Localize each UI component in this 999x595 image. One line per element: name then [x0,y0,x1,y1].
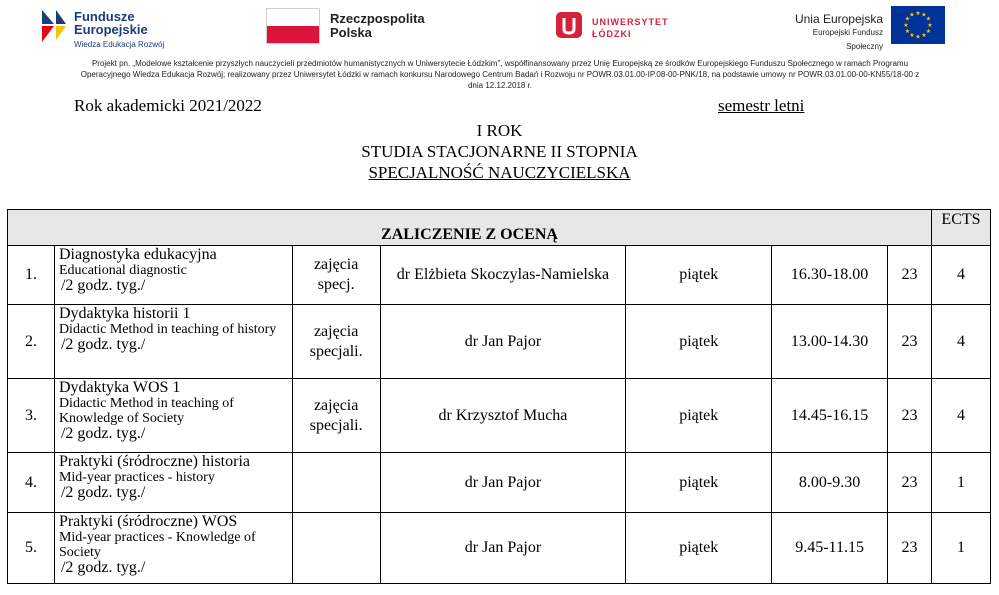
ects: 1 [931,513,990,584]
ects: 1 [931,453,990,513]
subject-pl: Diagnostyka edukacyjna [58,246,217,263]
table-row [8,305,991,379]
class-type-line1: zajęcia [313,256,359,273]
teacher: dr Krzysztof Mucha [380,379,626,453]
svg-text:★: ★ [904,28,911,35]
subject-en: Didactic Method in teaching of Knowledge of Society [58,396,234,426]
rzeczpospolita-logo [266,4,436,50]
class-type [292,246,380,305]
room: 23 [888,513,932,584]
subject-en: Mid-year practices - history [58,470,215,485]
subject-hours: /2 godz. tyg./ [60,559,146,576]
subject-pl: Dydaktyka historii 1 [58,305,191,322]
day: piątek [626,513,772,584]
day: piątek [626,379,772,453]
fundusze-line3: Wiedza Edukacja Rozwój [74,40,165,49]
teacher: dr Jan Pajor [380,513,626,584]
svg-text:★: ★ [921,11,927,19]
rzeczpospolita-line2: Polska [330,25,372,40]
svg-text:★: ★ [921,32,927,39]
row-number: 4. [8,453,55,513]
svg-text:★: ★ [927,22,933,29]
svg-text:★: ★ [925,28,932,35]
ects: 4 [931,379,990,453]
subject-hours: /2 godz. tyg./ [60,336,146,353]
subject-en: Mid-year practices - Knowledge of Society [58,530,256,560]
svg-text:★: ★ [903,22,909,29]
title-specialty: SPECJALNOŚĆ NAUCZYCIELSKA [368,163,631,182]
section-header [8,210,932,246]
title-year: I ROK [476,121,523,140]
uniwersytet-line1: UNIWERSYTET [592,17,669,27]
table-row [8,513,991,584]
subject-cell [54,305,292,379]
time: 16.30-18.00 [772,246,888,305]
time: 8.00-9.30 [772,453,888,513]
room: 23 [888,246,932,305]
room: 23 [888,453,932,513]
class-type [292,513,380,584]
semester: semestr letni [718,96,805,115]
schedule-table [7,209,991,584]
subject-cell [54,246,292,305]
fundusze-star-icon [40,6,68,46]
svg-text:★: ★ [915,33,921,41]
room: 23 [888,379,932,453]
subject-en: Educational diagnostic [58,263,187,278]
table-row [8,379,991,453]
teacher: dr Jan Pajor [380,453,626,513]
subject-hours: /2 godz. tyg./ [60,425,146,442]
uniwersytet-mark-icon [554,10,584,40]
row-number: 3. [8,379,55,453]
academic-year: Rok akademicki 2021/2022 [74,96,262,115]
svg-text:★: ★ [925,15,932,23]
rzeczpospolita-line1: Rzeczpospolita [330,11,425,26]
ects: 4 [931,305,990,379]
class-type-line1: zajęcia [313,396,359,414]
time: 13.00-14.30 [772,305,888,379]
unia-line2: Europejski Fundusz Społeczny [812,28,883,51]
table-row [8,453,991,513]
unia-line1: Unia Europejska [794,12,883,26]
title-studies: STUDIA STACJONARNE II STOPNIA [361,142,638,161]
class-type-line2: specjali. [309,342,363,360]
subject-pl: Dydaktyka WOS 1 [58,379,181,396]
room: 23 [888,305,932,379]
teacher: dr Elżbieta Skoczylas-Namielska [380,246,626,305]
svg-text:★: ★ [915,10,921,17]
subject-en: Didactic Method in teaching of history [58,322,277,337]
subject-pl: Praktyki (śródroczne) historia [58,453,250,470]
table-header-row [8,210,991,246]
uniwersytet-lodzki-logo [554,4,694,50]
row-number: 5. [8,513,55,584]
uniwersytet-line2: ŁÓDZKI [592,29,632,39]
class-type [292,305,380,379]
project-note: Projekt pn. „Modelowe kształcenie przyszłych nauczycieli przedmiotów humanistycznych w Uniwersytecie Łódzkim", współfinansowany przez Unię Europejską ze środków Europejskiego Funduszu Społecznego w ramach Programu Operacyjnego Wiedza Edukacja Rozwój; realizowany przez Uniwersytet Łódzki w ramach konkursu Narodowego Centrum Badań i Rozwoju nr POWR.03.01.00-IP.08-00-PNK/18, na podstawie umowy nr POWR.03.01.00-00-KN55/18-00 z dnia 12.12.2018 r. [80,59,920,90]
eu-flag-icon [891,6,945,44]
svg-text:★: ★ [904,15,911,23]
time: 9.45-11.15 [772,513,888,584]
class-type-line2: specjali. [309,416,363,434]
svg-text:★: ★ [909,32,915,39]
ects: 4 [931,246,990,305]
fundusze-line2: Europejskie [74,22,148,37]
svg-text:★: ★ [909,11,915,19]
row-number: 1. [8,246,55,305]
subject-cell [54,453,292,513]
day: piątek [626,246,772,305]
subject-cell [54,379,292,453]
table-row [8,246,991,305]
class-type-line1: zajęcia [313,322,359,340]
time: 14.45-16.15 [772,379,888,453]
subject-hours: /2 godz. tyg./ [60,277,146,294]
ects-header: ECTS [931,210,990,246]
row-number: 2. [8,305,55,379]
fundusze-line1: Fundusze [74,9,135,24]
day: piątek [626,453,772,513]
polish-flag-icon [266,8,320,44]
class-type [292,453,380,513]
section-label: ZALICZENIE Z OCENĄ [381,226,558,243]
unia-europejska-logo [783,4,953,50]
subject-pl: Praktyki (śródroczne) WOS [58,513,238,530]
fundusze-europejskie-logo [40,4,180,50]
teacher: dr Jan Pajor [380,305,626,379]
class-type [292,379,380,453]
subject-hours: /2 godz. tyg./ [60,484,146,501]
class-type-line2: specj. [317,276,355,293]
day: piątek [626,305,772,379]
subject-cell [54,513,292,584]
